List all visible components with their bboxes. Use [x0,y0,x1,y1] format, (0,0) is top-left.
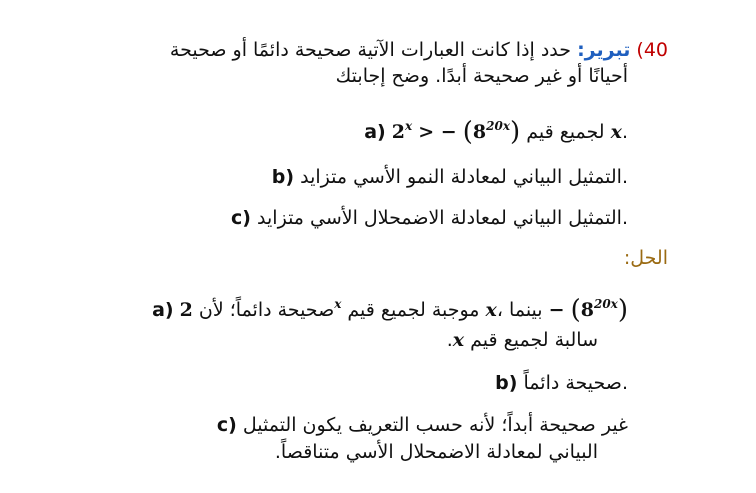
item-a-var: x [610,121,622,143]
question-number: 40) [636,39,668,61]
solution-a-line2-text: سالبة لجميع قيم [470,329,598,351]
solution-a-letter: a) [152,299,174,321]
item-a-end: . [621,121,628,143]
solution-a-neg-base: $8^{20x}$ [580,297,618,321]
item-b-letter: b) [271,166,295,188]
solution-c-line-1 [211,413,628,437]
item-c-text: التمثيل البياني لمعادلة الاضمحلال الأسي متزايد. [257,207,628,229]
solution-b [489,371,628,395]
solution-a-line2-var: x [452,329,465,351]
item-c-letter: c) [231,207,251,229]
solution-a-open-paren: ( [570,295,581,325]
item-a-rhs: $8^{20x}$ [472,119,510,143]
solution-heading [624,246,668,270]
solution-a-minus: − [548,299,565,321]
question-keyword: تبرير: [577,39,631,61]
solution-a-line-1 [146,295,628,325]
item-b-text: التمثيل البياني لمعادلة النمو الأسي متزايد. [300,166,628,188]
solution-a-line2-end: . [446,329,453,351]
solution-c-letter: c) [216,414,237,436]
item-a [358,117,628,147]
question-text-2: أحيانًا أو غير صحيحة أبدًا. وضح إجابتك [335,65,628,87]
solution-a-text-2: موجبة لجميع قيم [347,299,480,321]
item-a-expression [391,117,521,147]
solution-a-var: x [485,299,497,321]
question-text-1: حدد إذا كانت العبارات الآتية صحيحة دائمًا أو صحيحة [169,39,572,61]
solution-c-line-2 [275,440,598,464]
item-c [225,206,628,230]
solution-a-neg-expression [548,295,628,325]
item-a-close-paren: ) [509,117,521,147]
solution-a-base: 2 $^x$ [179,297,342,321]
item-a-text: لجميع قيم [526,121,605,143]
solution-heading-text: الحل: [623,247,668,269]
item-a-lhs: 2$^x$ [391,119,413,143]
solution-a-text-3: ، بينما [496,299,543,321]
solution-c-text-1: غير صحيحة أبداً؛ لأنه حسب التعريف يكون التمثيل [242,414,628,436]
item-a-letter: a) [364,121,386,143]
solution-c-text-2: البياني لمعادلة الاضمحلال الأسي متناقصاً. [274,441,598,463]
solution-a-text-1: صحيحة دائماً؛ لأن [198,299,335,321]
solution-b-text: صحيحة دائماً. [523,372,628,394]
solution-b-letter: b) [495,372,518,394]
solution-a-line-2 [447,328,598,352]
item-b [266,165,628,189]
question-line-1 [170,38,668,62]
solution-a-close-paren: ) [617,295,628,325]
item-a-open-paren: ( [462,117,473,147]
question-line-2 [336,64,628,88]
item-a-operator: > − [418,121,457,143]
